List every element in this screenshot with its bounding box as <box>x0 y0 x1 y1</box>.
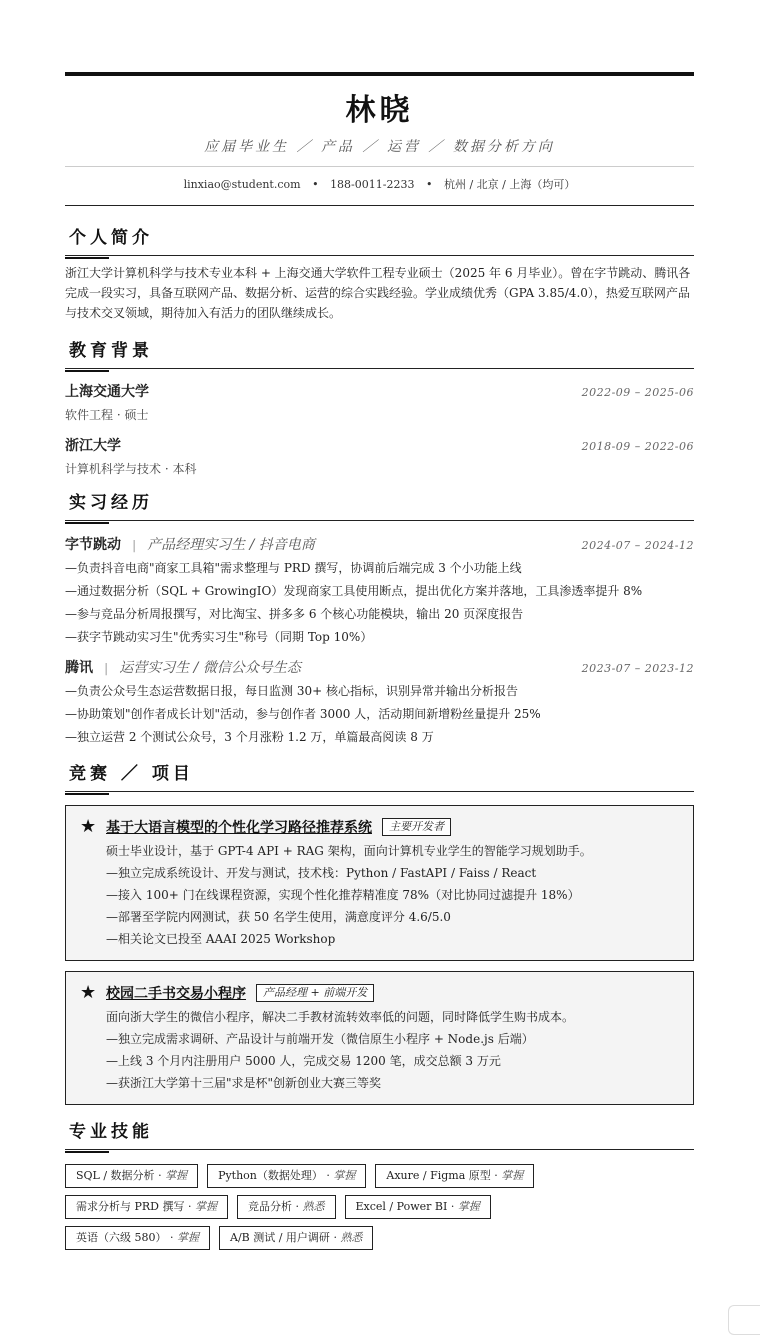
bullet-item: —负责抖音电商"商家工具箱"需求整理与 PRD 撰写，协调前后端完成 3 个小功能上线 <box>65 561 522 575</box>
bullet-item: —相关论文已投至 AAAI 2025 Workshop <box>106 932 336 946</box>
project-role-tag: 主要开发者 <box>382 818 451 836</box>
internship-item <box>65 657 694 749</box>
section-rule <box>65 791 694 792</box>
section-rule-accent <box>65 1151 109 1153</box>
section-rule <box>65 255 694 256</box>
section-summary-header <box>65 227 694 259</box>
bullet-item: —参与竞品分析周报撰写，对比淘宝、拼多多 6 个核心功能模块，输出 20 页深度报告 <box>65 607 524 621</box>
bullet-item: —负责公众号生态运营数据日报，每日监测 30+ 核心指标，识别异常并输出分析报告 <box>65 684 518 698</box>
section-rule-accent <box>65 257 109 259</box>
bullet-item: —获浙江大学第十三届"求是杯"创新创业大赛三等奖 <box>106 1076 382 1090</box>
section-projects-header <box>65 763 694 795</box>
separator-bar: | <box>104 661 109 675</box>
bullet-item: —获字节跳动实习生"优秀实习生"称号（同期 Top 10%） <box>65 630 373 644</box>
section-title: 实习经历 <box>69 493 153 513</box>
skill-tag: Axure / Figma 原型 · 掌握 <box>375 1164 534 1188</box>
school-name: 上海交通大学 <box>65 384 149 400</box>
section-title: 竞赛 ／ 项目 <box>69 764 194 784</box>
section-rule-accent <box>65 793 109 795</box>
summary-text: 浙江大学计算机科学与技术专业本科 + 上海交通大学软件工程专业硕士（2025 年 6 月毕业）。曾在字节跳动、腾讯各完成一段实习，具备互联网产品、数据分析、运营的综合实践经验。学业成绩优秀（GPA 3.85/4.0），热爱互联网产品与技术交叉领域，期待加入有活力的团队继续成长。 <box>65 266 691 320</box>
project-role-tag: 产品经理 + 前端开发 <box>256 984 374 1002</box>
education-item <box>65 382 694 424</box>
major-degree: 计算机科学与技术 · 本科 <box>65 462 197 476</box>
phone-text[interactable]: 188-0011-2233 <box>330 178 415 191</box>
project-description: 硕士毕业设计，基于 GPT-4 API + RAG 架构，面向计算机专业学生的智能学习规划助手。 <box>106 844 592 858</box>
company-name: 字节跳动 <box>65 537 121 553</box>
bullet-item: —独立完成需求调研、产品设计与前端开发（微信原生小程序 + Node.js 后端） <box>106 1032 534 1046</box>
divider <box>65 166 694 167</box>
contact-line <box>65 177 694 193</box>
date-range: 2022-09 – 2025-06 <box>581 386 694 399</box>
star-icon: ★ <box>80 816 97 837</box>
section-rule-accent <box>65 370 109 372</box>
separator-dot: • <box>312 178 319 191</box>
section-title: 个人简介 <box>69 228 153 248</box>
school-name: 浙江大学 <box>65 438 121 454</box>
bullet-item: —接入 100+ 门在线课程资源，实现个性化推荐精准度 78%（对比协同过滤提升 18%） <box>106 888 580 902</box>
skill-tag: Excel / Power BI · 掌握 <box>345 1195 491 1219</box>
skills-list <box>65 1164 694 1250</box>
skill-tag: 需求分析与 PRD 撰写 · 掌握 <box>65 1195 228 1219</box>
section-internship-header <box>65 492 694 524</box>
project-title: 校园二手书交易小程序 <box>106 985 246 1002</box>
star-icon: ★ <box>80 982 97 1003</box>
project-description: 面向浙大学生的微信小程序，解决二手教材流转效率低的问题，同时降低学生购书成本。 <box>106 1010 575 1024</box>
bullet-item: —独立运营 2 个测试公众号，3 个月涨粉 1.2 万，单篇最高阅读 8 万 <box>65 730 434 744</box>
date-range: 2023-07 – 2023-12 <box>581 662 694 675</box>
candidate-subtitle: 应届毕业生 ／ 产品 ／ 运营 ／ 数据分析方向 <box>204 139 555 155</box>
location-text: 杭州 / 北京 / 上海（均可） <box>443 178 576 191</box>
project-title: 基于大语言模型的个性化学习路径推荐系统 <box>106 819 372 836</box>
candidate-name: 林晓 <box>345 93 414 128</box>
bullet-item: —协助策划"创作者成长计划"活动，参与创作者 3000 人，活动期间新增粉丝量提升 25% <box>65 707 541 721</box>
company-name: 腾讯 <box>65 660 93 676</box>
bullet-item: —上线 3 个月内注册用户 5000 人，完成交易 1200 笔，成交总额 3 万元 <box>106 1054 501 1068</box>
bullet-item: —部署至学院内网测试，获 50 名学生使用，满意度评分 4.6/5.0 <box>106 910 451 924</box>
skill-tag: 竞品分析 · 熟悉 <box>237 1195 336 1219</box>
floating-corner-button[interactable] <box>728 1305 760 1335</box>
project-card <box>65 805 694 961</box>
email-text[interactable]: linxiao@student.com <box>183 178 301 191</box>
skill-tag: SQL / 数据分析 · 掌握 <box>65 1164 198 1188</box>
bullet-item: —独立完成系统设计、开发与测试，技术栈：Python / FastAPI / Faiss / React <box>106 866 537 880</box>
section-skills-header <box>65 1121 694 1153</box>
section-rule-accent <box>65 522 109 524</box>
top-rule <box>65 72 694 76</box>
skill-tag: 英语（六级 580） · 掌握 <box>65 1226 210 1250</box>
date-range: 2024-07 – 2024-12 <box>581 539 694 552</box>
section-education-header <box>65 340 694 372</box>
education-item <box>65 436 694 478</box>
section-title: 专业技能 <box>69 1122 153 1142</box>
major-degree: 软件工程 · 硕士 <box>65 408 149 422</box>
role-title: 产品经理实习生 / 抖音电商 <box>147 537 315 553</box>
separator-dot: • <box>425 178 433 191</box>
section-rule <box>65 1149 694 1150</box>
section-title: 教育背景 <box>69 341 153 361</box>
section-rule <box>65 368 694 369</box>
internship-item <box>65 534 694 649</box>
skill-tag: A/B 测试 / 用户调研 · 熟悉 <box>219 1226 373 1250</box>
bullet-item: —通过数据分析（SQL + GrowingIO）发现商家工具使用断点，提出优化方案并落地，工具渗透率提升 8% <box>65 584 643 598</box>
project-card <box>65 971 694 1105</box>
date-range: 2018-09 – 2022-06 <box>581 440 694 453</box>
section-rule <box>65 520 694 521</box>
divider <box>65 205 694 206</box>
resume-page <box>65 72 694 1257</box>
separator-bar: | <box>132 538 137 552</box>
role-title: 运营实习生 / 微信公众号生态 <box>119 660 301 676</box>
skill-tag: Python（数据处理） · 掌握 <box>207 1164 366 1188</box>
